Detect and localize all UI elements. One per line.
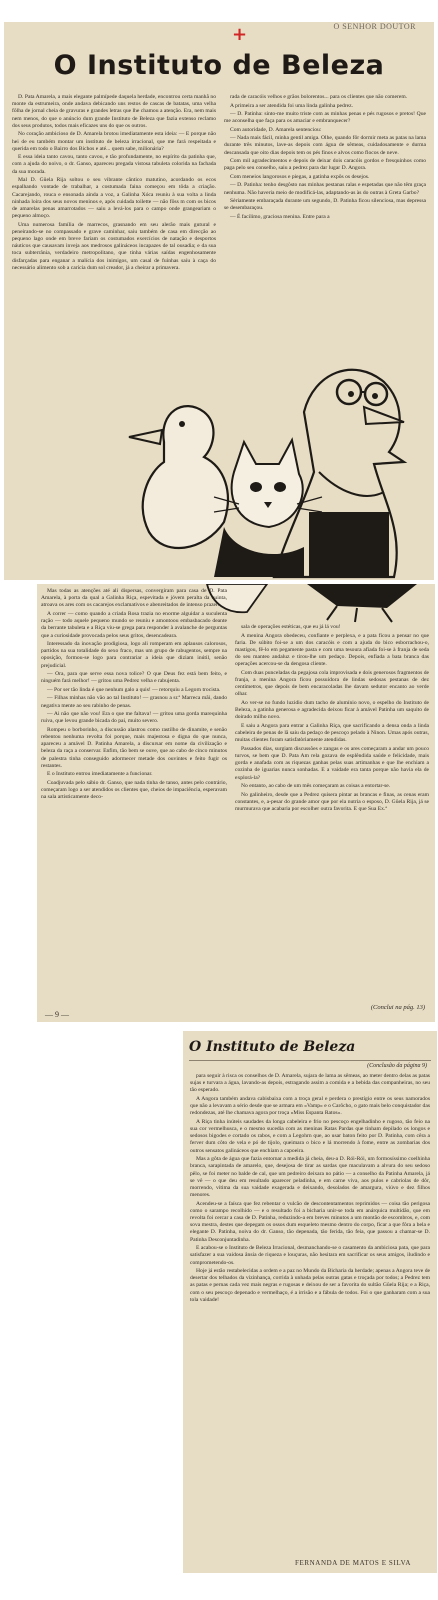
paragraph: Sèriamente embaraçada durante um segundo, D. Patinha ficou silenciosa, mas depressa se desembaraçou. — [224, 198, 426, 212]
paragraph: Coadjuvada pelo sábio dr. Ganso, que nada tinha de tanso, antes pelo contrário, começaram logo a ser atendidos os clientes que, cheios de impaciência, esperavam na sala artisticamente deco- — [41, 779, 227, 801]
paragraph: A menina Angora obedeceu, confiante e perplexa, e a pata ficou a pensar no que faria. De súbito foi-se a um dos caracóis e com a ajuda do bico esborrachou-o, mastigou, fê-lo em pegamente pasta e com uma tesoura afiada foi-se à franja de seda do seu manteo andaluz e tirou-lhe um pedaço. Depois, enfiada a bata branca das operações acercou-se da dengosa cliente. — [235, 632, 429, 668]
paragraph: — D. Patinha: sinto-me muito triste com as minhas penas e pés rugosos e pretos! Que me aconselha que faça para os amaciar e embranquecer? — [224, 111, 426, 125]
column-right-bottom — [235, 624, 429, 996]
column-right-top — [224, 94, 426, 270]
paragraph: para seguir à risca os conselhos de D. Amarela, sujara de lama as sêmeas, ao meter dentro delas as patas sujas e turvara a água, lavando-as depois, estragando assim a comida e a bebida das companheiras, no seu tão esperado. — [190, 1073, 430, 1094]
paragraph: — Ora, para que serve essa nova tolice? O que Deus fez está bem feito, e ninguém fará melhor! — gritou uma Pedrez velha e rabujenta. — [41, 671, 227, 685]
paragraph: Hoje já estão restabelecidas a ordem e a paz no Mundo da Bicharia da herdade; apenas a Angora teve de desertar dos telhados da vizinhança, corrida à unhada pelas outras gatas e troçada por todos; a Pedrez tem as patas e pernas cada vez mais negras e rugosas e deixou de ser a favorita do sultão Gûela Rija; e a Riça, com o seu pescoço depenado e vermelhaço, é a irrisão e a fábula de todos. Foi o que ganharam com a sua tola vaidade! — [190, 1268, 430, 1303]
duck-and-cat-illustration — [104, 352, 434, 580]
paragraph: Com autoridade, D. Amarela sentenciou: — [230, 126, 322, 133]
paragraph: No coração ambicioso de D. Amarela brotou imediatamente esta ideia: — E porque não hei de eu também montar um instituto de beleza irracional, que me fará respeitada e querida em todo o Bairro dos Bichos e até... quem sabe, milionária? — [12, 131, 216, 152]
clipping-page-9-top — [4, 22, 434, 580]
author-signature: FERNANDA DE MATOS E SILVA — [295, 1559, 412, 1567]
continuation-title: O Instituto de Beleza — [189, 1039, 356, 1055]
paragraph: Uma numerosa família de marrecos, grasnando em seu alerão mais gutural e peneirando-se no compassado e grave caminhar, saiu também de casa em direcção ao pequeno lago onde em breve fariam os costumados exercícios de natação e desportos náuticos que causavam inveja aos medrosos galináceos incapazes de tal ousadia; e da sua toca subterrânia, verdadeiro metropolitano, que tinha várias saídas engenhosamente disfarçadas para enganar a malícia dos inimigos, um casal de fuinhas saíu à caça do necessário alimento sob a carícia dum sol creador, já a cheirar a primavera. — [12, 221, 216, 271]
continuation-column — [190, 1073, 430, 1551]
paragraph: A Angora também andava cabisbaixa com a troça geral e perdera o prestígio entre os seus namorados que não a levavam a sério desde que se armara em «Vamp» e o Carôcho, o gato mais belo conquistador das redondezas, até lhe chamava agora por troça «Miss Espanta Ratos». — [190, 1095, 430, 1117]
paragraph: Com duas punceladas da pegajosa cola improvisada e dois generosos fragmentos de franja, a menina Angora ficou possuidora de lindas sedosas pestanas de dez centímetros, que depois de bem encaracoladas lhe davam sedutor encanto ao verde olhar. — [235, 669, 429, 698]
paragraph: — D. Patinha: tenho desgôsto nas minhas pestanas ralas e espetadas que não têm graça nenhuma. Não haveria meio de modificá-las, adaptando-as às do outras à Greta Garbo? — [224, 182, 426, 196]
continued-note: (Conclui na pág. 13) — [370, 1004, 425, 1011]
clipping-page-9-bottom — [37, 584, 435, 1022]
paragraph: Mas a gôta de água que fazia entornar a medida já cheia, deu-a D. Rói-Rói, um formosíssimo coelhinha branca, sarapintada de amarelo, que, desejosa de tirar as sardas que maculavam a alvura do seu sedoso pêlo, se foi meter no balde de cal, que um pedreiro deixara no pátio — a conselho da Patinha Amarela, já se vê — o que deu em resultado aparecer peladinha, e em carne viva, aos pulos e cabriolas de dôr, morrendo, vítima da sua vaidade exagerada e deixando, desolados de amargura, viúvo e dez filhos menores. — [190, 1156, 430, 1199]
paragraph: Mal D. Gûela Rija soltou o seu vibrante cântico matutino, acordando os ecos espalhando vontade de trabalhar, a costumada faina começou em tôda a criação. Cacarejando, rouca e ensonada ainda a voz, a Galinha Xóca reuniu à sua volta a linda ninhada loira dos seus novos meninos e, após cuidada toilette — não fôss m com os bicos de amarelas penas amarrotados — saiu a levá-los para o campo onde grangeariam o pequeno almoço. — [12, 177, 216, 220]
paragraph: No entanto, ao cabo de um mês começaram as coisas a entortar-se. — [241, 783, 391, 790]
page-number: — 9 — — [45, 1010, 69, 1019]
paragraph: — Ai não que não vou! Era o que me faltava! — gritou uma gorda marequinha ruiva, que levou grande bicada do pai, muito severo. — [41, 711, 227, 725]
paragraph: Passados dias, surgiam discussões e zangas e os ares começaram a andar um pouco turvos, se bem que D. Pata Am rela gozava de esplêndida saúde e felicidade, mais gorda e anafada com as riquezas ganhas pelas suas artimanhas e que lhe enchiam a cozinha de iguarias nunca sonhadas. E a vaidade era tanta porque não havia ela de explorá-la? — [235, 745, 429, 781]
paragraph: rada de caracóis velhos e grãos bolorentos... para os clientes que não comerem. — [230, 94, 408, 100]
paragraph: Com meneios langorosos e piegas, a gatinha expôs os desejos. — [230, 173, 370, 180]
paragraph: Mas todas as atenções até ali dispersas, convergiram para casa de D. Pata Amarela, à porta da qual a Galinha Riça, espevitada e jóvem peralta da quinta, atroava os ares com os cacarejos exclamativos e abenreitados de intenso prazer. — [41, 588, 227, 609]
paragraph: E saiu a Angora para entrar a Galinha Riça, que sacrificando a densa onda a linda cabeleira de penas de lã saiu da pedaço de pescoço pelado à Ninon. Umas após outras, muitas clientes foram satisfatòriamente atendidas. — [235, 722, 429, 744]
paragraph: — É facílimo, graciosa menina. Entre para a — [230, 213, 330, 220]
red-cross-mark: + — [232, 24, 248, 45]
title-rule — [189, 1060, 431, 1061]
paragraph: No galinheiro, desde que a Pedrez quisera pintar as brancas e finas, as cenas eram constantes, e, a-pesar do grande amor que por ela nutria o esposo, D. Gûela Rija, já se murmurava que acabaria por escolher outra favorita. E que Sua Ex.ª — [235, 791, 429, 812]
paragraph: — Por ser tão linda é que nenhum galo a quis! — retorquiu a Legorn trocista. — [47, 686, 221, 693]
article-title: O Instituto de Beleza — [53, 50, 385, 81]
paragraph: Com mil agradecimentos e depois de deixar dois caracóis gordos e fresquinhos como paga pelo seu conselho, saiu a pedrez para dar lugar D. Angora. — [224, 158, 426, 172]
paragraph: E essa ideia tanto cavou, tanto cavou, e tão profundamente, no espírito da patinha que, com a ajuda do noivo, o dr. Ganso, apareceu pregada vistosa tabuleta colorida na fachada da sua morada. — [12, 154, 216, 175]
paragraph: — Filhas minhas não vão ao tal Instituto! — grasnou a sr.ª Marrecа mãi, dando negativa mente ao seu rabinho de penas. — [41, 695, 227, 709]
magazine-header: O SENHOR DOUTOR — [333, 22, 416, 31]
paragraph: A Riça tinha inúteis saudades da longa cabeleira e frio no pescoço engelhadinho e rugoso, tão feio na sua cor vermelhusca, e o mesmo sucedia com as meninas Ratas Pardas que tinham depilado os longos e sedosos bigodes e cortado os rabos, e com a Legohrn que, ao usar baton feito por D. Patinha, com cêra a ferver dum côto de vela e pó de tijolo, queimara o bico e lá morrendo à fome, entre as zombarias dos outros sensatos galináceos que enchiam a capoeira. — [190, 1118, 430, 1154]
continuation-from: (Conclusão da página 9) — [367, 1063, 427, 1069]
paragraph: Rompeu o borborinho, a discussão alastrou como rastilho de dinamite, e senão rebentou nenhuma revolta foi porque, mais majestosa e digna do que nunca, apareceu a amável D. Patinha Amarela, a discursar em nome da civilização e beleza da raça a conservar. Enfim, tão bem se ouve, que ao cabo de cinco minutos de palestra tinha conseguido adormecer metade dos ouvintes e feito fugir os restantes. — [41, 726, 227, 769]
clipping-page-13 — [183, 1031, 437, 1573]
paragraph: Acendeu-se a faísca que fez rebentar o vulcão de descontentamentos reprimidos — coisa tão perigosa como o sarampo recolhido — e o resultado foi a bicharia unir-se toda em anárquica multidão, que em revolta foi cercar a casa de D. Patinha, reduzindo-a em breves minutos a um montão de escombros, e, com sova mestra, destes que depegam os ossos dum esqueleto mesmo dentro do corpo, ficar a que fôra a bela e elegante D. Patinha, noiva do dr. Ganso, tão depenada, tão ferida, tão feia, que passou a chamar-se D. Patinha Desconjuntadinha. — [190, 1200, 430, 1243]
paragraph: sala de operações estéticas, que eu já lá vou! — [241, 624, 341, 630]
paragraph: Interessado da inovação prodigiosa, logo ali romperam em aplausos calorosos, partidos na sua totalidade do sexo fraco, mas um grupo de rabugentos, sempre na oposição, formou-se logo para contrariar a ideia que diziam inútil, senão prejudicial. — [41, 641, 227, 669]
paragraph: D. Pata Amarela, a mais elegante palmípede daquela herdade, encontrou certa manhã no monte da estrumeira, onde andava debicando uns restos de cascas de batatas, uma velha fôlha de jornal cheia de gravuras e grandes letras que lhe chamou a atenção. Era, nem mais nem menos, do que o anúncio dum grande Instituto de Beleza que fazia extenso reclamo dos seus produtos, todos mais eficazes uns do que os outros. — [12, 94, 216, 129]
paragraph: A primeira a ser atendida foi uma linda galinha pedrez. — [230, 102, 354, 109]
paragraph: A correr — como quando a criada Rosa trazia no enorme alguidar a suculenta ração — todo aquele pequeno mundo se reuniu e amontoou embasbacado deante da berrante tabuleta e a Riça viu-se grega para responder à avalanche de perguntas que a curiosidade provocada pelos seus gritos, desencadeara. — [41, 610, 227, 639]
paragraph: Ao ver-se no fundo luzidio dum tacho de alumínio novo, o espelho do Instituto de Beleza, a gatinha generosa e agradecida deixou ficar à amável Patinha um saquito de doirado milho novo. — [235, 699, 429, 721]
paragraph: E acabou-se o Instituto de Beleza Irracional, desmanchando-se o casamento da ambiciosa pata, que para satisfazer a sua vaidosa ânsia de riqueza e louçuras, não hesitara em sacrificar os seus amigos, iludindo e comprometendo-os. — [190, 1245, 430, 1266]
column-left-bottom — [41, 588, 227, 998]
paragraph: E o Instituto entrou imediatamente a funcionar. — [47, 771, 153, 778]
paragraph: — Nada mais fácil, minha gentil amiga. Olhe, quando fôr dormir meta as patas na lama durante três minutos, lave-as depois com água de sêmeas, cuidadosamente e durma descansada que oito dias depois tem os pés finos e alvos como flocos de neve. — [224, 135, 426, 156]
